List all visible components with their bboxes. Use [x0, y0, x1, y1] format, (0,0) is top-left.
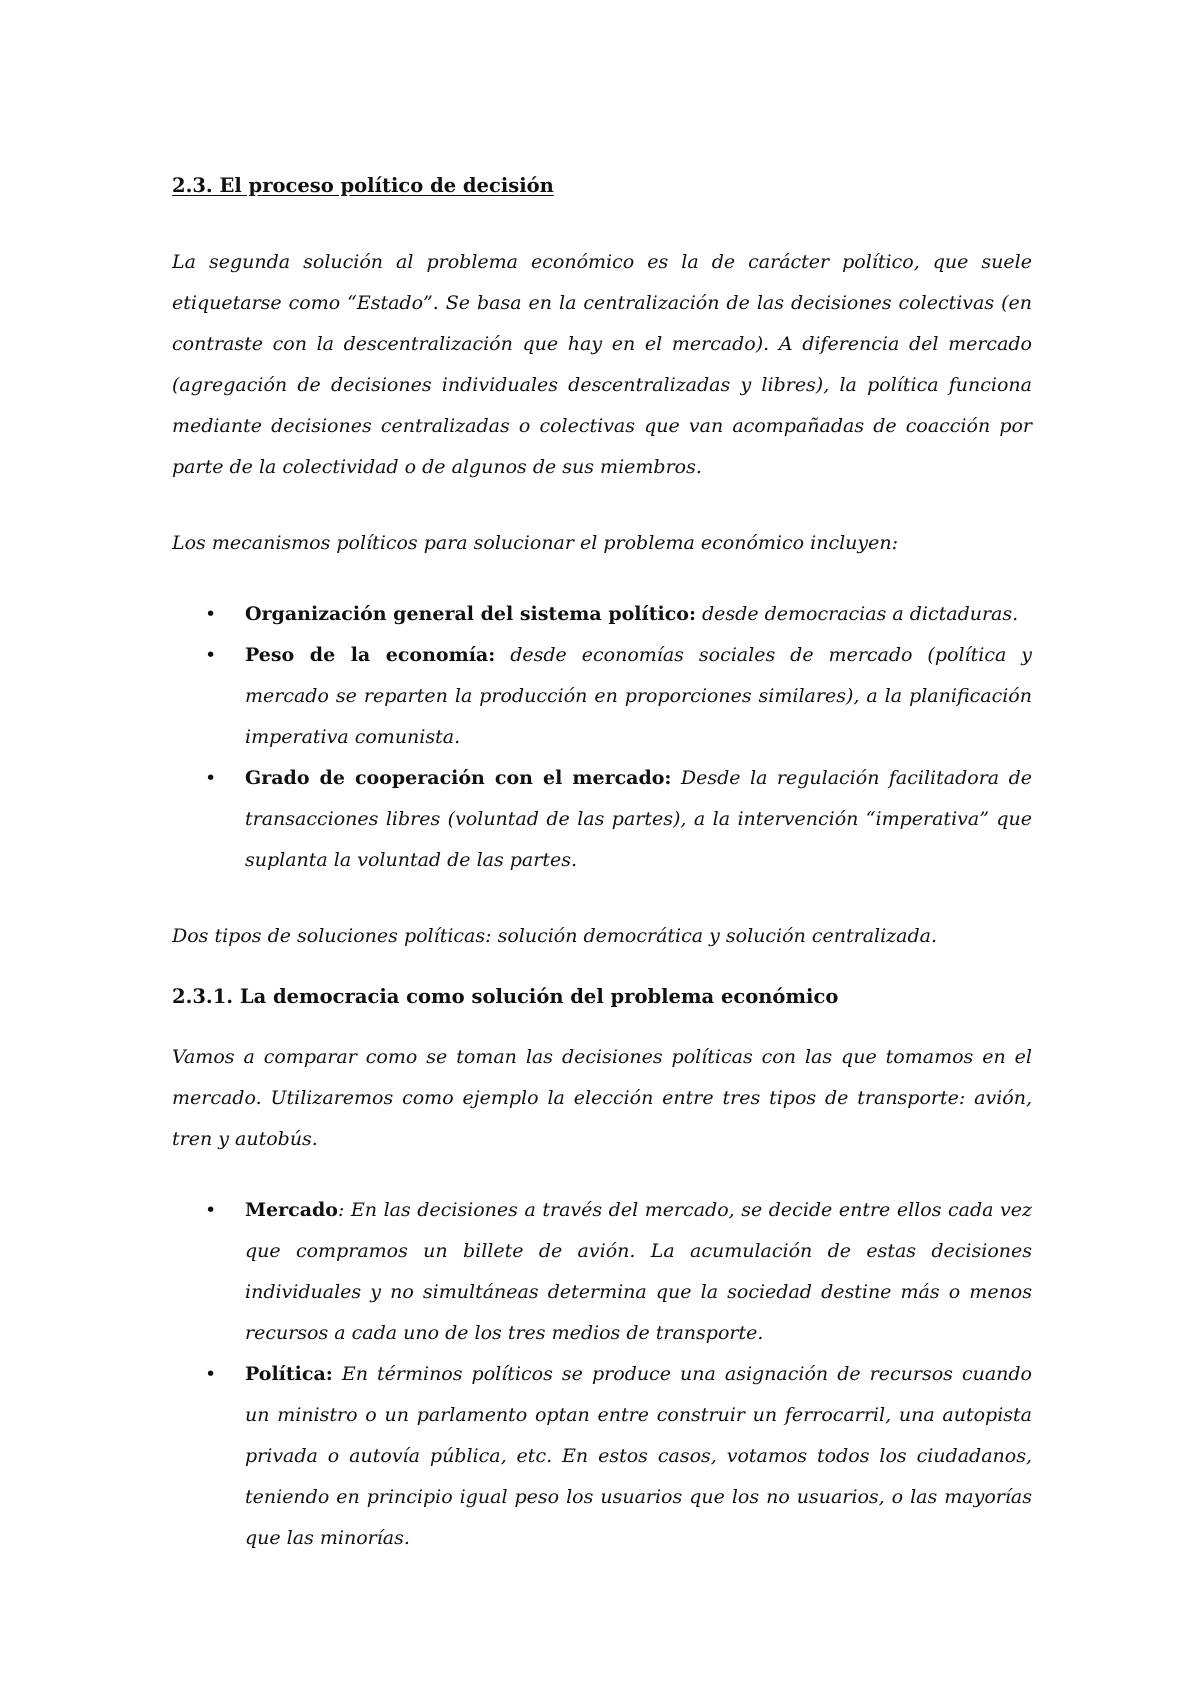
intro-paragraph: La segunda solución al problema económico es la de carácter político, que suele etiquetarse como “Estado”. Se basa en la centralización de las decisiones colectivas (en contraste con la descentralización que hay en el mercado). A diferencia del mercado (agregación de decisiones individuales descentralizadas y libres), la política funciona mediante decisiones centralizadas o colectivas que van acompañadas de coacción por parte de la colectividad o de algunos de sus miembros.: [172, 251, 1032, 478]
subsection-heading: 2.3.1. La democracia como solución del problema económico: [172, 985, 839, 1008]
bullet-icon: •: [205, 767, 217, 789]
section-heading: 2.3. El proceso político de decisión: [172, 174, 554, 197]
bullet-icon: •: [205, 1363, 217, 1385]
list-item-term: Peso de la economía:: [245, 644, 496, 666]
list-item-term: Política:: [245, 1363, 333, 1385]
bullet-icon: •: [205, 644, 217, 666]
mechanisms-list: [172, 594, 1032, 881]
list-item: [172, 758, 1032, 881]
list-item: [172, 1190, 1032, 1354]
list-item-term: Grado de cooperación con el mercado:: [245, 767, 672, 789]
list-item-description: desde democracias a dictaduras.: [695, 603, 1019, 625]
list-item-term: Organización general del sistema político:: [245, 603, 696, 625]
bullet-icon: •: [205, 603, 217, 625]
list-item-term: Mercado: [245, 1199, 338, 1221]
document-page: [172, 170, 1032, 1559]
list-item-description: En términos políticos se produce una asignación de recursos cuando un ministro o un parlamento optan entre construir un ferrocarril, una autopista privada o autovía pública, etc. En estos casos, votamos todos los ciudadanos, teniendo en principio igual peso los usuarios que los no usuarios, o las mayorías que las minorías.: [245, 1363, 1032, 1549]
list-item-description: Desde la regulación facilitadora de transacciones libres (voluntad de las partes), a la intervención “imperativa” que suplanta la voluntad de las partes.: [245, 767, 1032, 871]
list-item-description: : En las decisiones a través del mercado, se decide entre ellos cada vez que compramos un billete de avión. La acumulación de estas decisiones individuales y no simultáneas determina que la sociedad destine más o menos recursos a cada uno de los tres medios de transporte.: [245, 1199, 1032, 1344]
list-item-description: desde economías sociales de mercado (política y mercado se reparten la producción en proporciones similares), a la planificación imperativa comunista.: [245, 644, 1032, 748]
list-item: [172, 1354, 1032, 1559]
list-item: [172, 635, 1032, 758]
bullet-icon: •: [205, 1199, 217, 1221]
list-item: [172, 594, 1032, 635]
comparison-intro: Vamos a comparar como se toman las decisiones políticas con las que tomamos en el mercado. Utilizaremos como ejemplo la elección entre tres tipos de transporte: avión, tren y autobús.: [172, 1046, 1032, 1150]
mechanisms-intro: Los mecanismos políticos para solucionar el problema económico incluyen:: [172, 532, 899, 554]
comparison-list: [172, 1190, 1032, 1559]
types-sentence: Dos tipos de soluciones políticas: solución democrática y solución centralizada.: [172, 925, 938, 947]
